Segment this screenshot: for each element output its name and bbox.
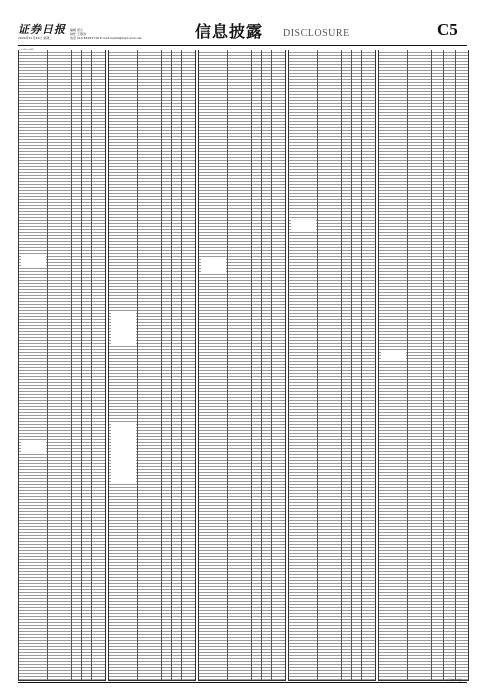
edition-info (70, 28, 86, 36)
producer-line: 制作 王敬涛 (70, 32, 86, 36)
page-number: C5 (437, 20, 458, 39)
header-rule (18, 45, 467, 46)
table-column-1 (18, 50, 106, 681)
section-title: 信息披露 (195, 22, 264, 41)
section-title-english: DISCLOSURE (283, 28, 350, 39)
issue-date: 2020年11月24日 星期二 (18, 36, 53, 40)
table-column-4 (288, 50, 376, 681)
table-column-5 (378, 50, 469, 681)
editor-line: 编辑 邢元 (70, 28, 83, 32)
continued-footer-note: (下转C6版) (447, 678, 463, 682)
newspaper-logo: 证券日报 (18, 23, 66, 36)
table-column-2 (108, 50, 196, 681)
masthead (0, 0, 484, 46)
table-column-3 (198, 50, 286, 681)
contact-info: 电话 010-83251716 E-mail:zqrb9@zqrb.sina.net (70, 36, 142, 40)
footer-rule (18, 682, 467, 683)
